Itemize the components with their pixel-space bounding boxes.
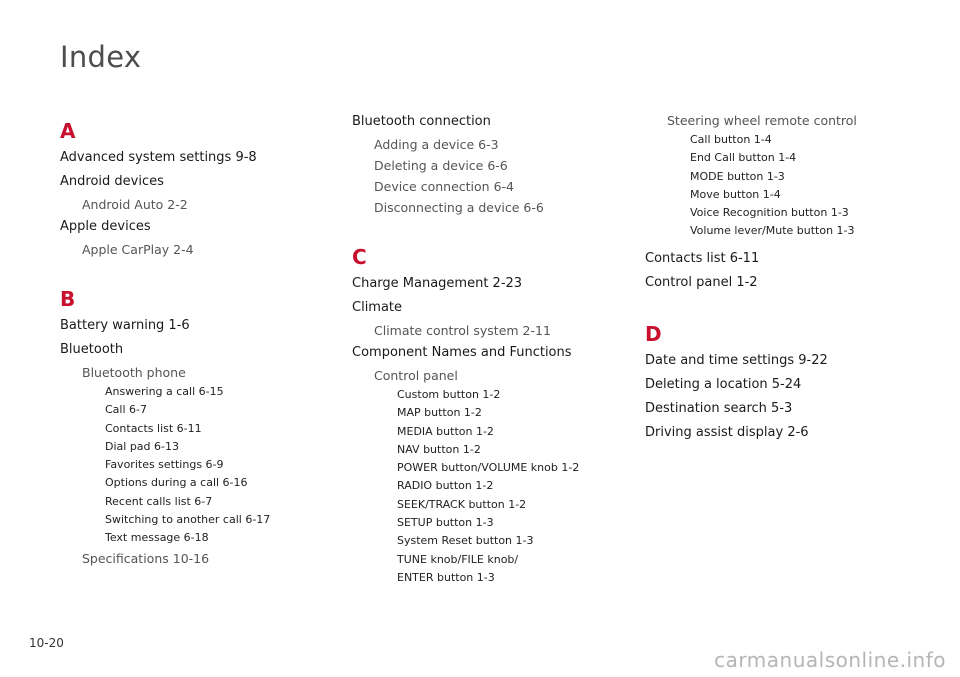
index-subsubentry: Call 6-7 (105, 403, 147, 417)
index-subsubentry: MEDIA button 1-2 (397, 424, 494, 438)
index-subsubentry: Favorites settings 6-9 (105, 458, 224, 472)
index-entry: Contacts list 6-11 (645, 250, 760, 266)
index-subsubentry: Voice Recognition button 1-3 (690, 206, 849, 220)
index-subsubentry: Move button 1-4 (690, 187, 781, 201)
index-subsubentry: Dial pad 6-13 (105, 439, 179, 453)
page-title: Index (60, 40, 142, 74)
index-subsubentry: Answering a call 6-15 (105, 385, 224, 398)
index-subsubentry: NAV button 1-2 (397, 442, 481, 456)
index-subsubentry: SEEK/TRACK button 1-2 (397, 497, 527, 511)
index-entry: Destination search 5-3 (645, 400, 793, 416)
index-column-3 (645, 110, 945, 445)
index-subsubentry: SETUP button 1-3 (397, 516, 494, 530)
index-subsubentry: Call button 1-4 (690, 133, 772, 146)
index-column-1 (60, 110, 360, 569)
index-subentry: Disconnecting a device 6-6 (374, 200, 544, 215)
index-entry: Deleting a location 5-24 (645, 376, 802, 392)
page-number: 10-20 (29, 636, 64, 650)
index-subsubentry: POWER button/VOLUME knob 1-2 (397, 461, 580, 475)
index-column-2 (352, 110, 652, 587)
index-subsubentry: MODE button 1-3 (690, 169, 785, 183)
index-entry: Battery warning 1-6 (60, 318, 190, 333)
index-subsubentry: TUNE knob/FILE knob/ (397, 552, 519, 566)
index-subsubentry: Custom button 1-2 (397, 388, 501, 401)
index-subsubentry: Text message 6-18 (105, 531, 209, 545)
section-letter-d: D (645, 321, 662, 346)
index-subentry: Android Auto 2-2 (82, 197, 188, 212)
index-subsubentry-continued: ENTER button 1-3 (397, 570, 495, 584)
index-subentry: Climate control system 2-11 (374, 323, 551, 338)
index-subsubentry: Switching to another call 6-17 (105, 513, 271, 527)
index-subsubentry: RADIO button 1-2 (397, 479, 494, 493)
index-subentry: Bluetooth phone (82, 365, 186, 380)
index-subsubentry: End Call button 1-4 (690, 151, 797, 165)
section-letter-a: A (60, 119, 76, 143)
index-subsubentry: Contacts list 6-11 (105, 421, 202, 435)
index-entry: Date and time settings 9-22 (645, 352, 828, 368)
section-letter-c: C (352, 245, 367, 269)
index-entry: Control panel 1-2 (645, 274, 758, 290)
index-entry: Bluetooth (60, 342, 124, 357)
index-entry: Advanced system settings 9-8 (60, 150, 257, 165)
index-subentry: Device connection 6-4 (374, 179, 514, 194)
index-subsubentry: Volume lever/Mute button 1-3 (690, 224, 855, 238)
section-letter-b: B (60, 287, 76, 311)
index-entry: Android devices (60, 174, 164, 189)
index-subentry: Specifications 10-16 (82, 550, 210, 566)
index-entry: Apple devices (60, 219, 151, 234)
index-subentry: Apple CarPlay 2-4 (82, 242, 194, 257)
index-subentry: Control panel (374, 368, 458, 383)
index-entry: Bluetooth connection (352, 114, 491, 129)
index-entry: Component Names and Functions (352, 345, 572, 360)
watermark: carmanualsonline.info (714, 648, 946, 672)
index-entry: Driving assist display 2-6 (645, 424, 809, 440)
index-subentry: Deleting a device 6-6 (374, 158, 508, 173)
index-subsubentry: MAP button 1-2 (397, 406, 482, 420)
index-subentry: Steering wheel remote control (667, 113, 857, 128)
index-subentry: Adding a device 6-3 (374, 137, 499, 152)
index-subsubentry: Options during a call 6-16 (105, 476, 248, 490)
index-subsubentry: Recent calls list 6-7 (105, 494, 213, 508)
index-entry: Charge Management 2-23 (352, 276, 523, 291)
index-subsubentry: System Reset button 1-3 (397, 534, 534, 548)
index-entry: Climate (352, 300, 403, 315)
